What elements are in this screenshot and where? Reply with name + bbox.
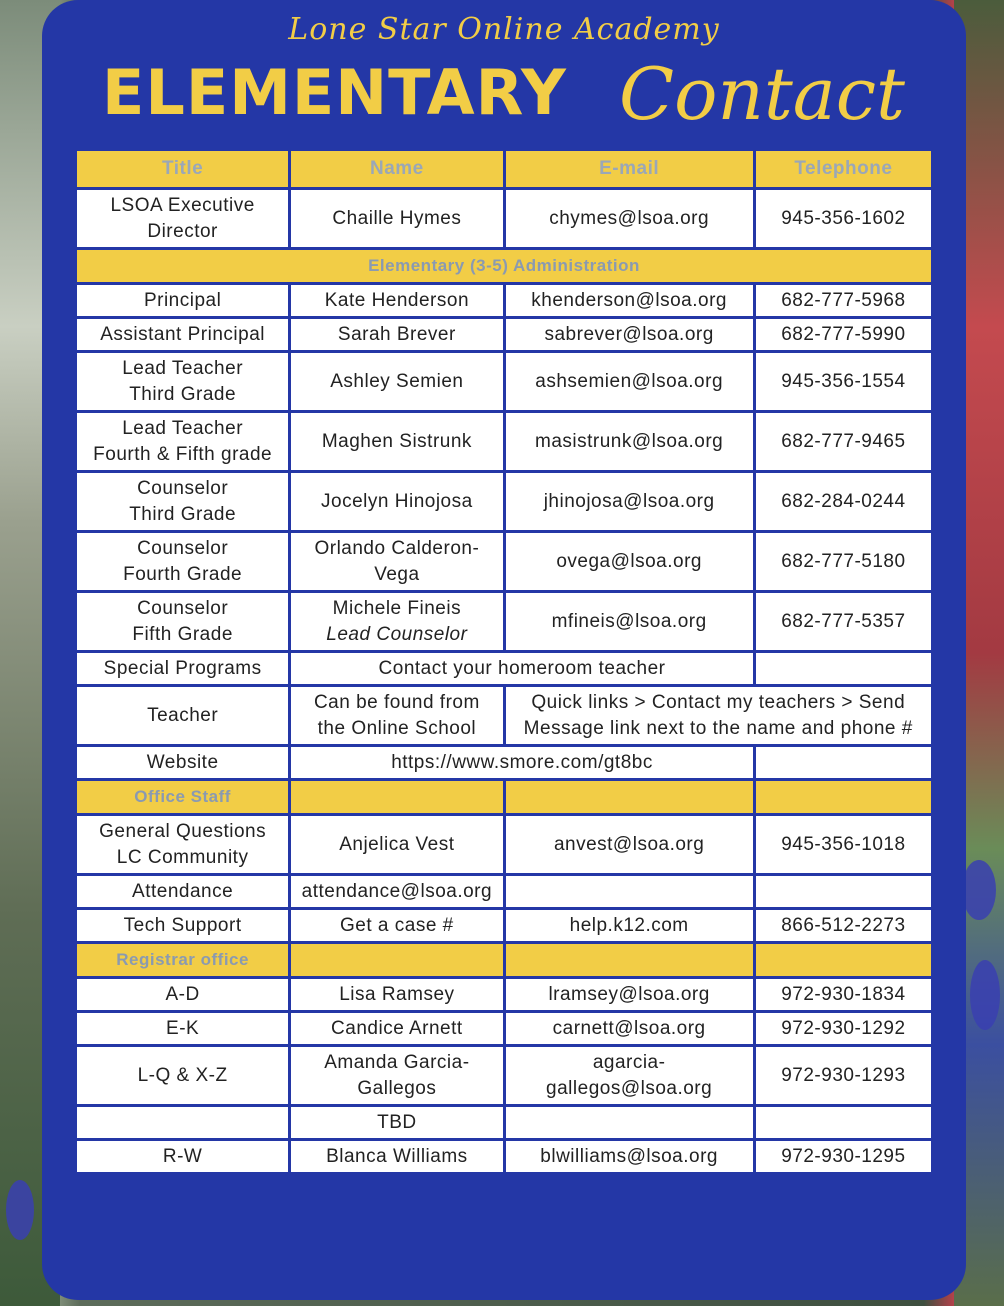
email-cell[interactable]: ashsemien@lsoa.org xyxy=(506,353,753,410)
table-row xyxy=(77,1047,931,1104)
name-cell xyxy=(291,593,502,650)
name-cell: Jocelyn Hinojosa xyxy=(291,473,502,530)
phone-cell[interactable]: 682-777-5990 xyxy=(756,319,931,350)
title-cell xyxy=(77,353,288,410)
email-cell[interactable]: ovega@lsoa.org xyxy=(506,533,753,590)
title-line: Fourth & Fifth grade xyxy=(93,443,273,465)
title-cell: Teacher xyxy=(77,687,288,744)
name-line: Vega xyxy=(374,563,420,585)
email-cell[interactable] xyxy=(506,1047,753,1104)
table-row xyxy=(77,687,931,744)
empty-cell xyxy=(77,1107,288,1138)
title-cell: L-Q & X-Z xyxy=(77,1047,288,1104)
phone-cell[interactable]: 945-356-1602 xyxy=(756,190,931,247)
name-line: the Online School xyxy=(317,717,477,739)
name-line: Can be found from xyxy=(313,691,480,713)
section-filler xyxy=(291,781,502,813)
name-cell: Sarah Brever xyxy=(291,319,502,350)
title-cell xyxy=(77,533,288,590)
table-row xyxy=(77,876,931,907)
name-cell: Maghen Sistrunk xyxy=(291,413,502,470)
empty-cell xyxy=(506,876,753,907)
email-cell[interactable]: carnett@lsoa.org xyxy=(506,1013,753,1044)
email-cell[interactable]: sabrever@lsoa.org xyxy=(506,319,753,350)
title-cell: Website xyxy=(77,747,288,778)
info-cell: Contact your homeroom teacher xyxy=(291,653,753,684)
title-line: Fifth Grade xyxy=(132,623,233,645)
name-cell: Ashley Semien xyxy=(291,353,502,410)
phone-cell[interactable]: 972-930-1292 xyxy=(756,1013,931,1044)
table-header-row xyxy=(77,151,931,187)
section-row xyxy=(77,250,931,282)
bluebonnet-flower xyxy=(962,860,996,920)
title-line: Counselor xyxy=(137,537,229,559)
section-filler xyxy=(291,944,502,976)
title-line: Counselor xyxy=(137,597,229,619)
section-heading: Office Staff xyxy=(77,781,288,813)
column-header: Title xyxy=(77,151,288,187)
phone-cell[interactable]: 682-777-5968 xyxy=(756,285,931,316)
title-line: Director xyxy=(147,220,218,242)
section-filler xyxy=(756,781,931,813)
title-cell: Assistant Principal xyxy=(77,319,288,350)
title-cell: Attendance xyxy=(77,876,288,907)
email-cell[interactable]: lramsey@lsoa.org xyxy=(506,979,753,1010)
title-cell: A-D xyxy=(77,979,288,1010)
school-name: Lone Star Online Academy xyxy=(288,12,720,47)
table-row xyxy=(77,1141,931,1172)
empty-cell xyxy=(756,1107,931,1138)
title-line: Fourth Grade xyxy=(123,563,243,585)
name-line: Gallegos xyxy=(357,1077,437,1099)
empty-cell xyxy=(506,1107,753,1138)
empty-cell xyxy=(756,653,931,684)
email-cell[interactable]: khenderson@lsoa.org xyxy=(506,285,753,316)
link-cell[interactable]: help.k12.com xyxy=(506,910,753,941)
phone-cell[interactable]: 866-512-2273 xyxy=(756,910,931,941)
name-cell xyxy=(291,533,502,590)
table-row xyxy=(77,319,931,350)
phone-cell[interactable]: 682-777-9465 xyxy=(756,413,931,470)
section-filler xyxy=(756,944,931,976)
title-cell xyxy=(77,593,288,650)
section-heading: Elementary (3-5) Administration xyxy=(77,250,931,282)
info-line: Message link next to the name and phone # xyxy=(523,717,913,739)
title-cell: Special Programs xyxy=(77,653,288,684)
table-row xyxy=(77,413,931,470)
phone-cell[interactable]: 972-930-1834 xyxy=(756,979,931,1010)
email-cell[interactable]: masistrunk@lsoa.org xyxy=(506,413,753,470)
title-main: ELEMENTARY xyxy=(102,56,567,129)
header xyxy=(42,0,966,150)
column-header: Telephone xyxy=(756,151,931,187)
title-cell: Principal xyxy=(77,285,288,316)
bluebonnet-flower xyxy=(970,960,1000,1030)
table-row xyxy=(77,747,931,778)
table-row xyxy=(77,353,931,410)
table-row xyxy=(77,190,931,247)
title-cell xyxy=(77,413,288,470)
table-row xyxy=(77,653,931,684)
name-line: Amanda Garcia- xyxy=(324,1051,470,1073)
name-line: Michele Fineis xyxy=(332,597,462,619)
empty-cell xyxy=(756,747,931,778)
email-cell[interactable]: jhinojosa@lsoa.org xyxy=(506,473,753,530)
name-cell: Lisa Ramsey xyxy=(291,979,502,1010)
info-cell xyxy=(506,687,932,744)
name-cell: Get a case # xyxy=(291,910,502,941)
role-note: Lead Counselor xyxy=(326,623,468,645)
title-line: LSOA Executive xyxy=(110,194,255,216)
table-row xyxy=(77,979,931,1010)
title-line: Lead Teacher xyxy=(122,357,244,379)
table-row xyxy=(77,473,931,530)
column-header: E-mail xyxy=(506,151,753,187)
website-link[interactable]: https://www.smore.com/gt8bc xyxy=(291,747,753,778)
email-cell[interactable]: attendance@lsoa.org xyxy=(291,876,502,907)
title-cell: E-K xyxy=(77,1013,288,1044)
title-cell xyxy=(77,473,288,530)
phone-cell[interactable]: 945-356-1554 xyxy=(756,353,931,410)
section-filler xyxy=(506,781,753,813)
title-cell: R-W xyxy=(77,1141,288,1172)
name-cell: Anjelica Vest xyxy=(291,816,502,873)
email-line: gallegos@lsoa.org xyxy=(546,1077,713,1099)
title-cell xyxy=(77,190,288,247)
section-row xyxy=(77,944,931,976)
title-cell xyxy=(77,816,288,873)
title-line: Third Grade xyxy=(129,503,237,525)
table-row xyxy=(77,593,931,650)
email-cell[interactable]: mfineis@lsoa.org xyxy=(506,593,753,650)
table-row xyxy=(77,533,931,590)
empty-cell xyxy=(756,876,931,907)
info-line: Quick links > Contact my teachers > Send xyxy=(531,691,906,713)
phone-cell[interactable]: 972-930-1295 xyxy=(756,1141,931,1172)
table-row xyxy=(77,910,931,941)
phone-cell[interactable]: 972-930-1293 xyxy=(756,1047,931,1104)
email-cell[interactable]: blwilliams@lsoa.org xyxy=(506,1141,753,1172)
section-row xyxy=(77,781,931,813)
title-cell: Tech Support xyxy=(77,910,288,941)
title-line: LC Community xyxy=(116,846,249,868)
name-line: Orlando Calderon- xyxy=(314,537,480,559)
name-cell: Kate Henderson xyxy=(291,285,502,316)
contact-table xyxy=(74,148,934,1175)
table-row xyxy=(77,816,931,873)
title-line: Lead Teacher xyxy=(122,417,244,439)
title-line: Third Grade xyxy=(129,383,237,405)
email-cell[interactable]: anvest@lsoa.org xyxy=(506,816,753,873)
phone-cell[interactable]: 682-777-5357 xyxy=(756,593,931,650)
table-row xyxy=(77,1013,931,1044)
section-filler xyxy=(506,944,753,976)
phone-cell[interactable]: 682-284-0244 xyxy=(756,473,931,530)
table-row xyxy=(77,285,931,316)
table-row xyxy=(77,1107,931,1138)
name-cell xyxy=(291,1047,502,1104)
bluebonnet-flower xyxy=(6,1180,34,1240)
name-cell: Blanca Williams xyxy=(291,1141,502,1172)
phone-cell[interactable]: 682-777-5180 xyxy=(756,533,931,590)
phone-cell[interactable]: 945-356-1018 xyxy=(756,816,931,873)
email-line: agarcia- xyxy=(592,1051,666,1073)
title-line: General Questions xyxy=(99,820,267,842)
name-cell: Chaille Hymes xyxy=(291,190,502,247)
title-script: Contact xyxy=(619,52,905,136)
name-cell: TBD xyxy=(291,1107,502,1138)
title-line: Counselor xyxy=(137,477,229,499)
email-cell[interactable]: chymes@lsoa.org xyxy=(506,190,753,247)
contact-card xyxy=(42,0,966,1300)
name-cell xyxy=(291,687,502,744)
name-cell: Candice Arnett xyxy=(291,1013,502,1044)
section-heading: Registrar office xyxy=(77,944,288,976)
column-header: Name xyxy=(291,151,502,187)
